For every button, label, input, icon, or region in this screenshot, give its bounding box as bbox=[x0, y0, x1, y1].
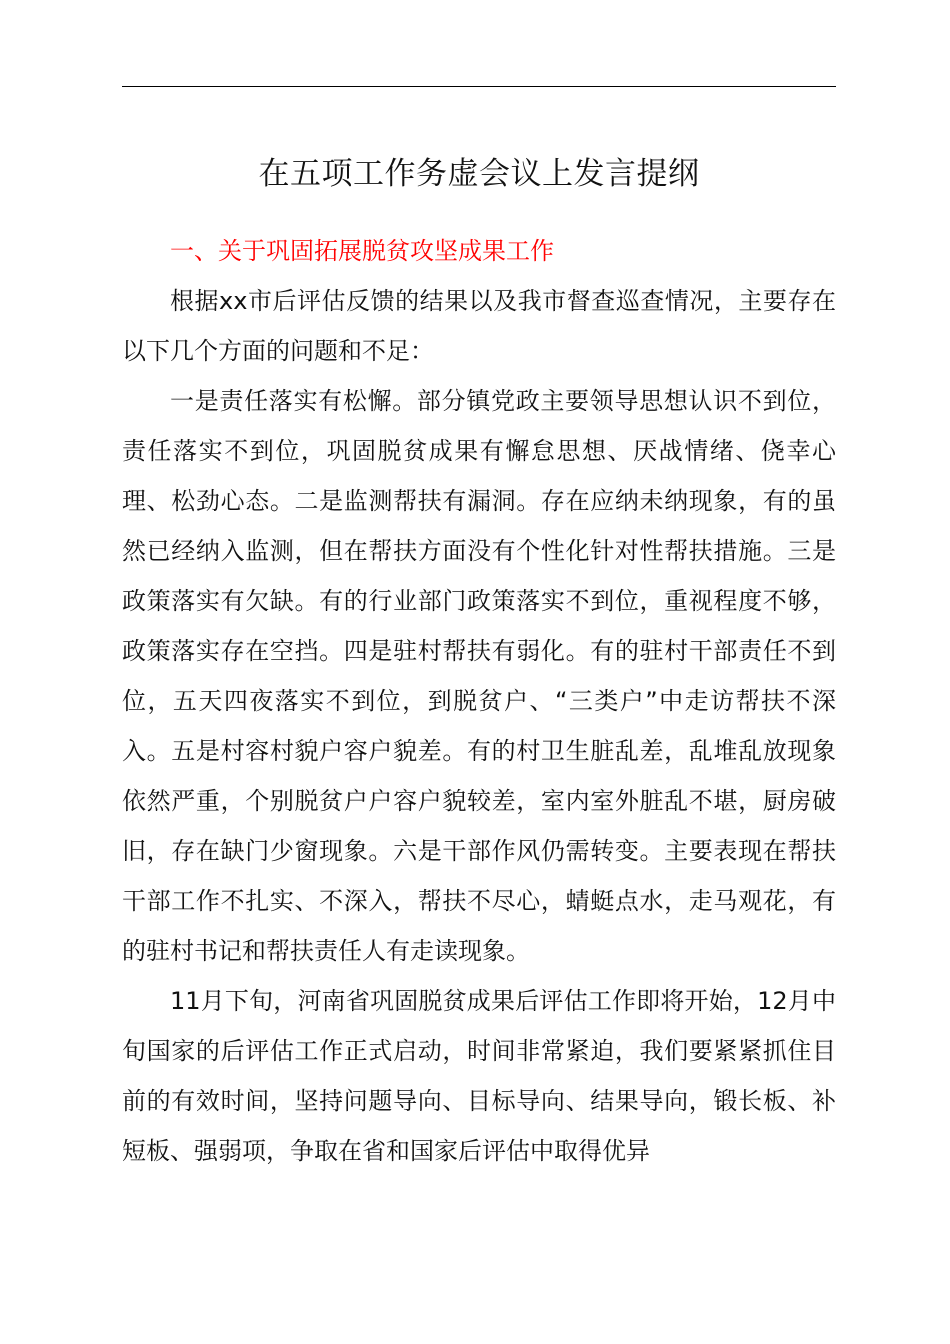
document-title: 在五项工作务虚会议上发言提纲 bbox=[258, 156, 700, 192]
paragraph-problems: 一是责任落实有松懈。部分镇党政主要领导思想认识不到位，责任落实不到位，巩固脱贫成果有懈怠思想、厌战情绪、侥幸心理、松劲心态。二是监测帮扶有漏洞。存在应纳未纳现象，有的虽然已经纳入监测，但在帮扶方面没有个性化针对性帮扶措施。三是政策落实有欠缺。有的行业部门政策落实不到位，重视程度不够，政策落实存在空挡。四是驻村帮扶有弱化。有的驻村干部责任不到位，五天四夜落实不到位，到脱贫户、“三类户”中走访帮扶不深入。五是村容村貌户容户貌差。有的村卫生脏乱差，乱堆乱放现象依然严重，个别脱贫户户容户貌较差，室内室外脏乱不堪，厨房破旧，存在缺门少窗现象。六是干部作风仍需转变。主要表现在帮扶干部工作不扎实、不深入，帮扶不尽心，蜻蜓点水，走马观花，有的驻村书记和帮扶责任人有走读现象。 bbox=[122, 387, 836, 965]
paragraph-timeline: 11月下旬，河南省巩固脱贫成果后评估工作即将开始，12月中旬国家的后评估工作正式启动，时间非常紧迫，我们要紧紧抓住目前的有效时间，坚持问题导向、目标导向、结果导向，锻长板、补短板、强弱项，争取在省和国家后评估中取得优异 bbox=[122, 987, 836, 1165]
header-rule bbox=[122, 86, 836, 87]
paragraph-intro: 根据xx市后评估反馈的结果以及我市督查巡查情况，主要存在以下几个方面的问题和不足： bbox=[122, 287, 836, 365]
section-heading-1: 一、关于巩固拓展脱贫攻坚成果工作 bbox=[170, 237, 554, 265]
document-body bbox=[122, 226, 836, 1176]
